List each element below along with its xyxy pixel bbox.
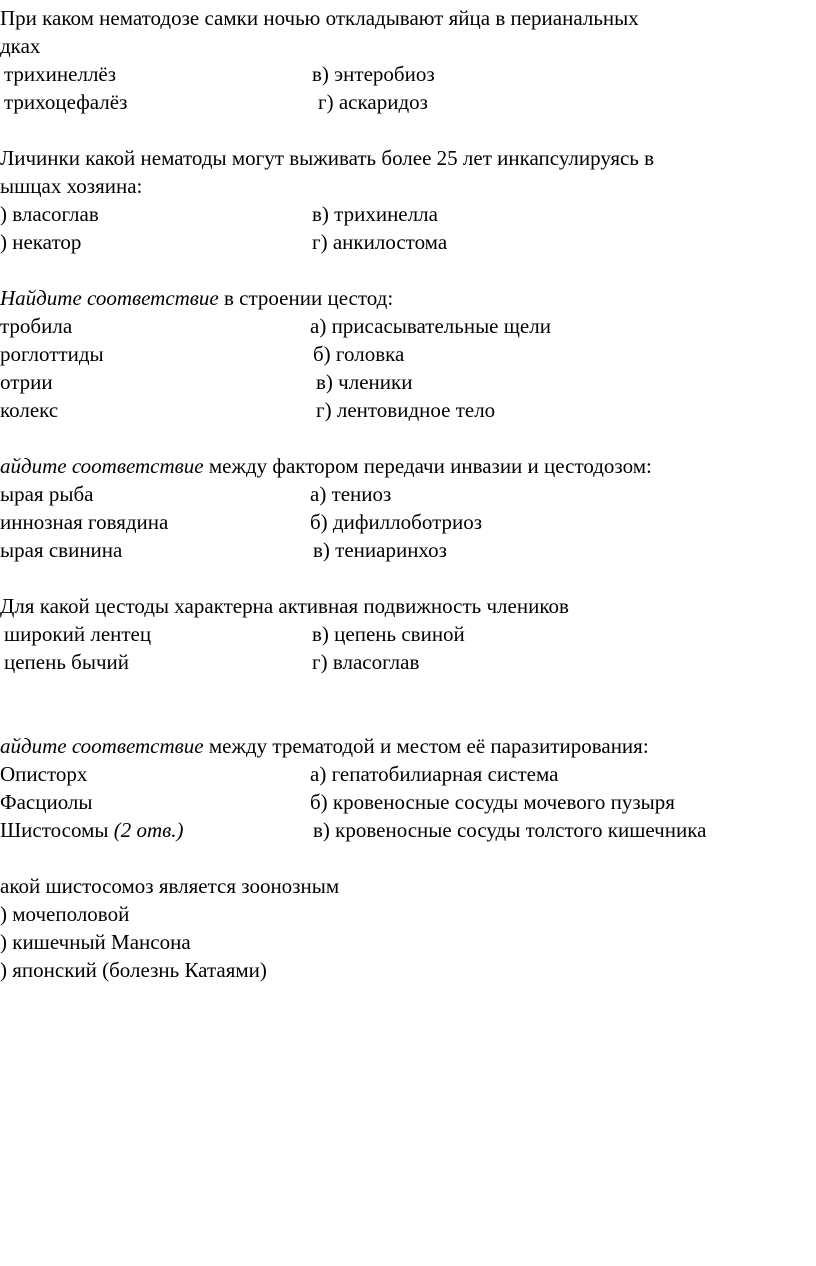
q2-text-line2: ышцах хозяина: — [0, 174, 143, 198]
q5-option-v: в) цепень свиной — [312, 622, 465, 646]
q6-title-italic: айдите соответствие — [0, 734, 204, 758]
q2-text-line1: Личинки какой нематоды могут выживать более 25 лет инкапсулируясь в — [0, 146, 655, 170]
q7-text-line1: акой шистосомоз является зоонозным — [0, 874, 340, 898]
q6-title — [0, 732, 649, 760]
q3-title-rest: в строении цестод: — [218, 286, 394, 310]
q6-right-1: а) гепатобилиарная система — [310, 762, 559, 786]
q6-right-3: в) кровеносные сосуды толстого кишечника — [313, 818, 707, 842]
q3-title — [0, 284, 393, 312]
q3-title-italic: Найдите соответствие — [0, 286, 219, 310]
q3-right-3: в) членики — [316, 370, 413, 394]
q3-right-2: б) головка — [313, 342, 405, 366]
q1-text-line2: дках — [0, 34, 41, 58]
q5-option-a: широкий лентец — [4, 622, 152, 646]
q6-left-3-text: Шистосомы — [0, 818, 114, 842]
q3-left-3: отрии — [0, 370, 53, 394]
q7-option-3: ) японский (болезнь Катаями) — [0, 958, 267, 982]
q4-title — [0, 452, 652, 480]
q2-option-a: ) власоглав — [0, 202, 99, 226]
q4-right-3: в) тениаринхоз — [313, 538, 447, 562]
q4-title-rest: между фактором передачи инвазии и цестодозом: — [203, 454, 652, 478]
q3-right-1: а) присасывательные щели — [310, 314, 551, 338]
q3-left-4: колекс — [0, 398, 59, 422]
q4-title-italic: айдите соответствие — [0, 454, 204, 478]
q2-option-b: ) некатор — [0, 230, 82, 254]
q3-left-1: тробила — [0, 314, 73, 338]
q1-text-line1: При каком нематодозе самки ночью откладывают яйца в перианальных — [0, 6, 639, 30]
q6-left-3 — [0, 816, 184, 844]
q6-left-3-italic: (2 отв.) — [113, 818, 184, 842]
q7-option-2: ) кишечный Мансона — [0, 930, 191, 954]
q6-left-2: Фасциолы — [0, 790, 93, 814]
q6-title-rest: между трематодой и местом её паразитирования: — [203, 734, 649, 758]
q1-option-g: г) аскаридоз — [318, 90, 428, 114]
q5-option-b: цепень бычий — [4, 650, 130, 674]
q4-right-2: б) дифиллоботриоз — [310, 510, 483, 534]
q4-left-3: ырая свинина — [0, 538, 123, 562]
q1-option-a: трихинеллёз — [4, 62, 117, 86]
q4-left-1: ырая рыба — [0, 482, 94, 506]
q3-left-2: роглоттиды — [0, 342, 104, 366]
q3-right-4: г) лентовидное тело — [316, 398, 496, 422]
q2-option-v: в) трихинелла — [312, 202, 438, 226]
q7-option-1: ) мочеполовой — [0, 902, 130, 926]
q6-left-1: Описторх — [0, 762, 88, 786]
q2-option-g: г) анкилостома — [312, 230, 448, 254]
q6-right-2: б) кровеносные сосуды мочевого пузыря — [310, 790, 675, 814]
q5-option-g: г) власоглав — [312, 650, 420, 674]
q4-right-1: а) тениоз — [310, 482, 392, 506]
q4-left-2: иннозная говядина — [0, 510, 169, 534]
q1-option-b: трихоцефалёз — [4, 90, 128, 114]
q5-text-line1: Для какой цестоды характерна активная подвижность члеников — [0, 594, 569, 618]
q1-option-v: в) энтеробиоз — [312, 62, 435, 86]
